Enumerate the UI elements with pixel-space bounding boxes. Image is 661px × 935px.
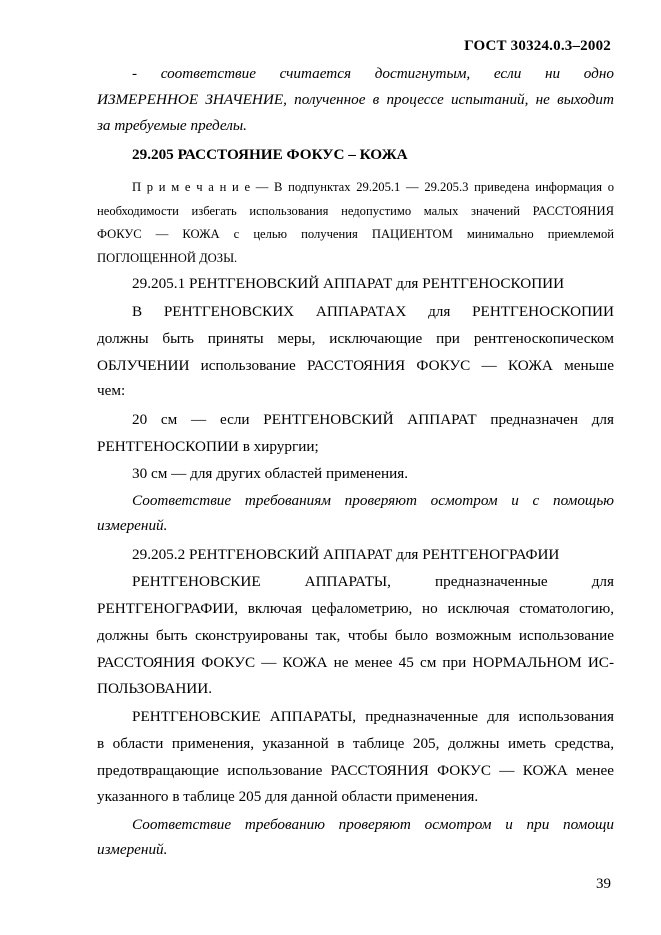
text-line: РЕНТГЕНОВСКИЕ АППАРАТЫ, предназначенные для использования [132, 708, 614, 725]
text-line: должны быть приняты меры, исключающие при рентгеноскопическом [97, 330, 614, 347]
text-line: Соответствие требованиям проверяют осмотром и с помощью [132, 492, 614, 509]
text-line: В РЕНТГЕНОВСКИХ АППАРАТАХ для РЕНТГЕНОСКОПИИ [132, 303, 614, 320]
text-line: 20 см — если РЕНТГЕНОВСКИЙ АППАРАТ предназначен для [132, 411, 614, 428]
text-line: измерений. [97, 517, 168, 534]
subsection-heading: 29.205.1 РЕНТГЕНОВСКИЙ АППАРАТ для РЕНТГЕНОСКОПИИ [132, 275, 565, 292]
text-line: - соответствие считается достигнутым, если ни одно [132, 65, 614, 82]
note-line: П р и м е ч а н и е — В подпунктах 29.205.1 — 29.205.3 приведена информация о [132, 180, 614, 194]
note-line: ФОКУС — КОЖА с целью получения ПАЦИЕНТОМ минимально приемлемой [97, 227, 614, 241]
text-line: РЕНТГЕНОГРАФИИ, включая цефалометрию, но исключая стоматологию, [97, 600, 614, 617]
note-line: ПОГЛОЩЕННОЙ ДОЗЫ. [97, 251, 238, 265]
text-line: предотвращающие использование РАССТОЯНИЯ ФОКУС — КОЖА менее [97, 762, 614, 779]
text-line: чем: [97, 382, 126, 399]
text-line: 30 см — для других областей применения. [132, 465, 409, 482]
page-number: 39 [596, 876, 611, 892]
text-line: ОБЛУЧЕНИИ использование РАССТОЯНИЯ ФОКУС — КОЖА меньше [97, 357, 614, 374]
standard-header: ГОСТ 30324.0.3–2002 [464, 38, 611, 54]
text-line: указанного в таблице 205 для данной области применения. [97, 788, 479, 805]
text-line: должны быть сконструированы так, чтобы было возможным использование [97, 627, 614, 644]
text-line: Соответствие требованию проверяют осмотром и при помощи [132, 816, 614, 833]
text-line: ИЗМЕРЕННОЕ ЗНАЧЕНИЕ, полученное в процессе испытаний, не выходит [97, 91, 614, 108]
text-line: в области применения, указанной в таблице 205, должны иметь средства, [97, 735, 614, 752]
text-line: РЕНТГЕНОВСКИЕ АППАРАТЫ, предназначенные для [132, 573, 614, 590]
note-line: необходимости избегать использования недопустимо малых значений РАССТОЯНИЯ [97, 204, 614, 218]
section-heading: 29.205 РАССТОЯНИЕ ФОКУС – КОЖА [132, 146, 408, 163]
text-line: РЕНТГЕНОСКОПИИ в хирургии; [97, 438, 319, 455]
text-line: РАССТОЯНИЯ ФОКУС — КОЖА не менее 45 см при НОРМАЛЬНОМ ИС- [97, 654, 614, 671]
subsection-heading: 29.205.2 РЕНТГЕНОВСКИЙ АППАРАТ для РЕНТГЕНОГРАФИИ [132, 546, 560, 563]
text-line: измерений. [97, 841, 168, 858]
text-line: ПОЛЬЗОВАНИИ. [97, 680, 213, 697]
text-line: за требуемые пределы. [97, 117, 247, 134]
